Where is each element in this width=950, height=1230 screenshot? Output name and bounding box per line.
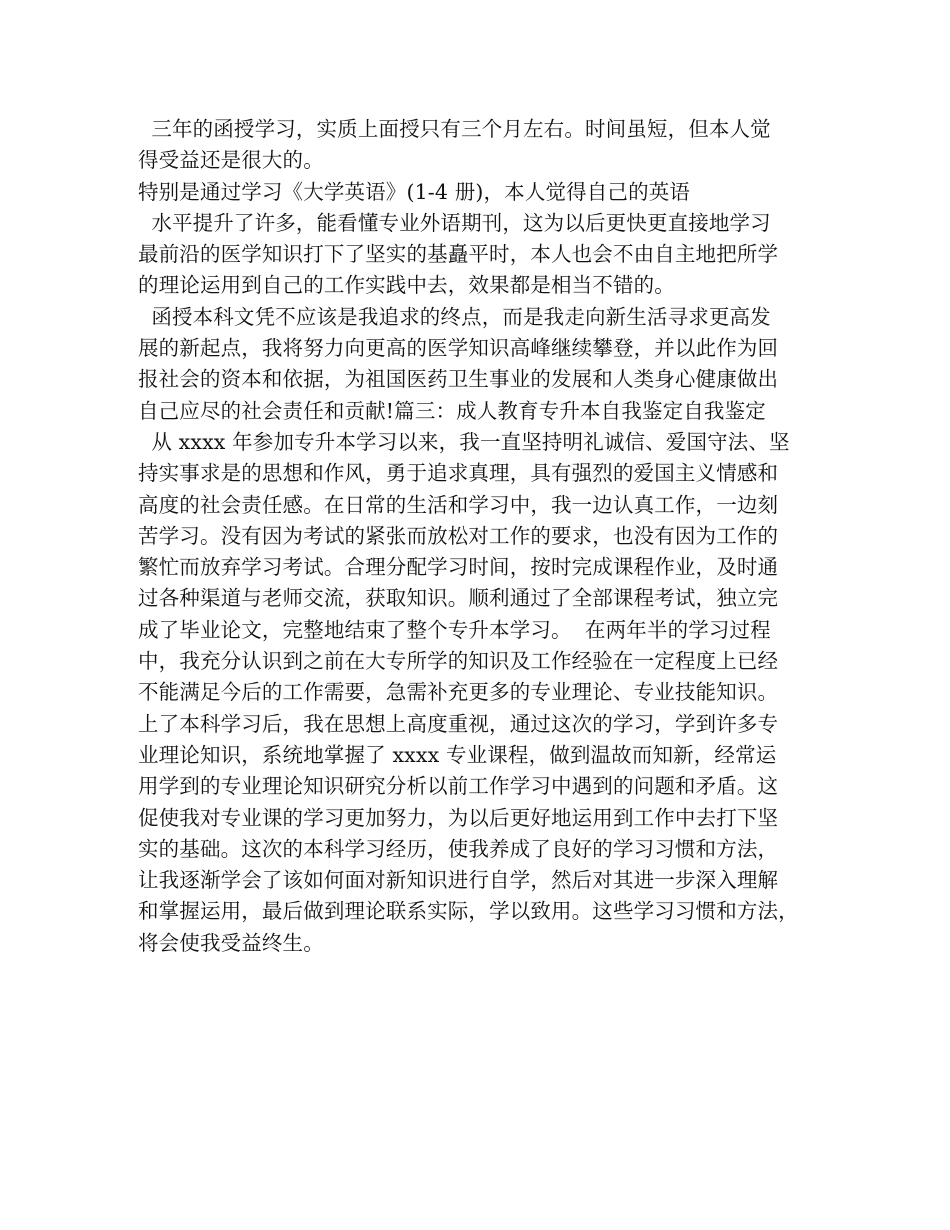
text-line: 业理论知识，系统地掌握了 xxxx 专业课程，做到温故而知新，经常运: [138, 742, 777, 767]
text-line: 最前沿的医学知识打下了坚实的基矗平时，本人也会不由自主地把所学: [138, 242, 779, 267]
text-line: 报社会的资本和依据，为祖国医药卫生事业的发展和人类身心健康做出: [138, 367, 779, 392]
text-line: 上了本科学习后，我在思想上高度重视，通过这次的学习，学到许多专: [138, 711, 779, 736]
text-line: 繁忙而放弃学习考试。合理分配学习时间，按时完成课程作业，及时通: [138, 555, 779, 580]
text-line: 持实事求是的思想和作风，勇于追求真理，具有强烈的爱国主义情感和: [138, 461, 779, 486]
text-line: 特别是通过学习《大学英语》(1-4 册)，本人觉得自己的英语: [138, 179, 691, 204]
body-text: [138, 114, 828, 959]
text-line: 得受益还是很大的。: [138, 148, 324, 173]
text-line: 水平提升了许多，能看懂专业外语期刊，这为以后更快更直接地学习: [138, 210, 771, 235]
text-line: 苦学习。没有因为考试的紧张而放松对工作的要求，也没有因为工作的: [138, 523, 779, 548]
text-line: 过各种渠道与老师交流，获取知识。顺利通过了全部课程考试，独立完: [138, 586, 779, 611]
text-line: 和掌握运用，最后做到理论联系实际，学以致用。这些学习习惯和方法，: [138, 899, 799, 924]
text-line: 展的新起点，我将努力向更高的医学知识高峰继续攀登，并以此作为回: [138, 336, 779, 361]
text-line: 实的基础。这次的本科学习经历，使我养成了良好的学习习惯和方法，: [138, 836, 779, 861]
text-line: 从 xxxx 年参加专升本学习以来，我一直坚持明礼诚信、爱国守法、坚: [138, 429, 790, 454]
text-line: 成了毕业论文，完整地结束了整个专升本学习。 在两年半的学习过程: [138, 617, 771, 642]
text-line: 让我逐渐学会了该如何面对新知识进行自学，然后对其进一步深入理解: [138, 868, 779, 893]
text-line: 高度的社会责任感。在日常的生活和学习中，我一边认真工作，一边刻: [138, 492, 779, 517]
text-line: 三年的函授学习，实质上面授只有三个月左右。时间虽短，但本人觉: [138, 117, 771, 141]
text-line: 用学到的专业理论知识研究分析以前工作学习中遇到的问题和矛盾。这: [138, 774, 779, 799]
text-line: 的理论运用到自己的工作实践中去，效果都是相当不错的。: [138, 273, 675, 298]
text-line: 函授本科文凭不应该是我追求的终点，而是我走向新生活寻求更高发: [138, 304, 771, 329]
text-line: 中，我充分认识到之前在大专所学的知识及工作经验在一定程度上已经: [138, 649, 779, 674]
text-line: 自己应尽的社会责任和贡献!篇三：成人教育专升本自我鉴定自我鉴定: [138, 398, 766, 423]
text-line: 将会使我受益终生。: [138, 930, 324, 955]
text-line: 促使我对专业课的学习更加努力，为以后更好地运用到工作中去打下坚: [138, 805, 779, 830]
text-line: 不能满足今后的工作需要，急需补充更多的专业理论、专业技能知识。: [138, 680, 779, 705]
